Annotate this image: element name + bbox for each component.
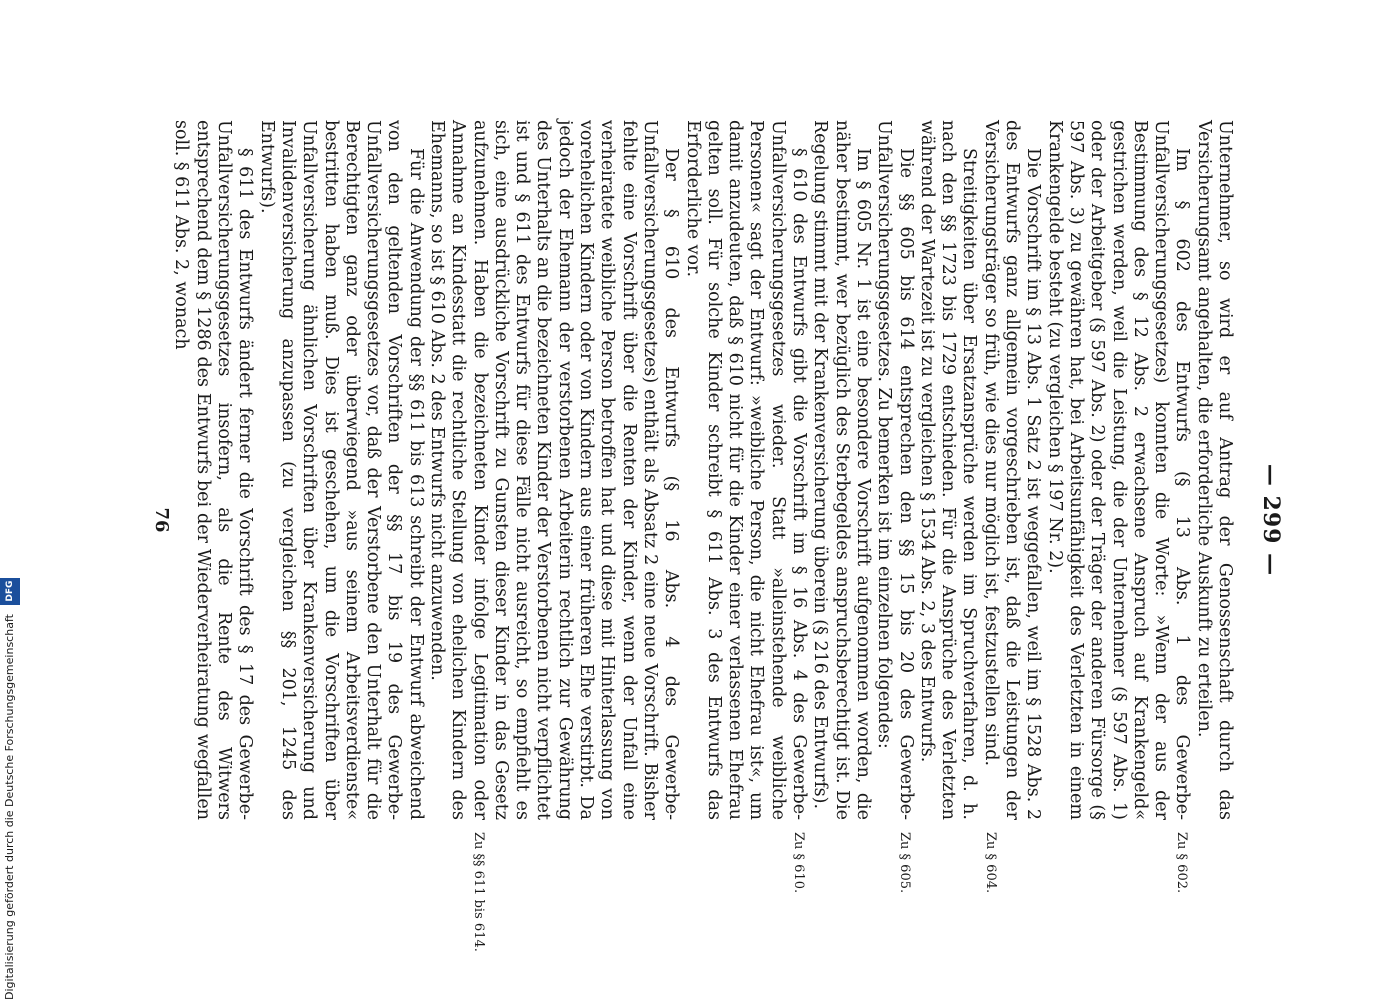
rotated-page-content <box>150 90 1290 950</box>
dfg-logo: DFG <box>0 578 20 605</box>
paragraph: Streitigkeiten über Ersatzansprüche werden im Spruchverfahren, d. h. nach den §§ 1723 bis 1729 entschieden. Für die Ansprüche des Verletzten während der Wartezeit ist zu vergleichen § 1534 Abs. 2, 3 des Entwurfs. <box>916 120 980 820</box>
margin-note: Zu § 610. <box>791 832 806 894</box>
paragraph: § 611 des Entwurfs ändert ferner die Vorschrift des § 17 des Gewerbe-Unfallversicherungsgesetzes insofern, als die Rente des Witwers entsprechend dem § 1286 des Entwurfs bei der Wiederverheiratung wegfallen soll. § 611 Abs. 2, wonach <box>171 120 256 820</box>
paragraph: Die §§ 605 bis 614 entsprechen den §§ 15 bis 20 des Gewerbe-Unfallversicherungsgesetzes. Zu bemerken ist im einzelnen folgendes: <box>874 120 916 820</box>
paragraph: Die Vorschrift im § 13 Abs. 1 Satz 2 ist weggefallen, weil im § 1528 Abs. 2 des Entwurfs ganz allgemein vorgeschrieben ist, daß die Leistungen der Versicherungsträger so früh, wie dies nur möglich ist, festzustellen sind. <box>980 120 1044 820</box>
scanned-page <box>150 90 1290 950</box>
digitization-credit <box>0 0 18 1000</box>
paragraph: § 610 des Entwurfs gibt die Vorschrift im § 16 Abs. 4 des Gewerbe-Unfallversicherungsgesetzes wieder. Statt »alleinstehende weibliche Personen« sagt der Entwurf: »weibliche Person, die nicht Ehefrau ist«, um damit anzudeuten, daß § 610 nicht für die Kinder einer verlassenen Ehefrau gelten soll. Für solche Kinder schreibt § 611 Abs. 3 des Entwurfs das Erforderliche vor. <box>682 120 810 820</box>
margin-note: Zu § 605. <box>897 832 913 894</box>
margin-note: Zu § 604. <box>982 832 998 894</box>
paragraph: Für die Anwendung der §§ 611 bis 613 schreibt der Entwurf abweichend von den geltenden Vorschriften der §§ 17 bis 19 des Gewerbe-Unfallversicherungsgesetzes vor, daß der Verstorbene den Unterhalt für die Berechtigten ganz oder überwiegend »aus seinem Arbeitsverdienste« bestritten haben muß. Dies ist geschehen, um die Vorschriften über Unfallversicherung ähnlichen Vorschriften über Krankenversicherung und Invalidenversicherung anzupassen (zu vergleichen §§ 201, 1245 des Entwurfs). <box>256 120 426 820</box>
paragraph: Im § 605 Nr. 1 ist eine besondere Vorschrift aufgenommen worden, die näher bestimmt, wer bezüglich des Sterbegeldes anspruchsberechtigt ist. Die Regelung stimmt mit der Krankenversicherung überein (§ 216 des Entwurfs). <box>810 120 873 820</box>
paragraph: Unternehmer, so wird er auf Antrag der Genossenschaft durch das Versicherungsamt angehalten, die erforderliche Auskunft zu erteilen. <box>1193 120 1235 820</box>
signature-mark: 76 <box>151 507 172 533</box>
paragraph: Der § 610 des Entwurfs (§ 16 Abs. 4 des Gewerbe-Unfallversicherungsgesetzes) enthält als Absatz 2 eine neue Vorschrift. Bisher fehlte eine Vorschrift über die Renten der Kinder, wenn der Unfall eine verheiratete weibliche Person betroffen hat und diese mit Hinterlassung von vorehelichen Kindern oder von Kindern aus einer früheren Ehe verstirbt. Da jedoch der Ehemann der verstorbenen Arbeiterin rechtlich zur Gewährung des Unterhalts an die bezeichneten Kinder der Verstorbenen nicht verpflichtet ist und § 611 des Entwurfs für diese Fälle nicht ausreicht, so empfiehlt es sich, eine ausdrückliche Vorschrift zu Gunsten dieser Kinder in das Gesetz aufzunehmen. Haben die bezeichneten Kinder infolge Legitimation oder Annahme an Kindesstatt die rechtliche Stellung von ehelichen Kindern des Ehemanns, so ist § 610 Abs. 2 des Entwurfs nicht anzuwenden. <box>427 120 682 820</box>
paragraph: Im § 602 des Entwurfs (§ 13 Abs. 1 des Gewerbe-Unfallversicherungsgesetzes) konnten die Worte: »Wenn der aus der Bestimmung des § 12 Abs. 2 erwachsene Anspruch auf Krankengeld« gestrichen werden, weil die Leistung, die der Unternehmer (§ 597 Abs. 1) oder der Arbeitgeber (§ 597 Abs. 2) oder der Träger der anderen Fürsorge (§ 597 Abs. 3) zu gewähren hat, bei Arbeitsunfähigkeit des Verletzten in einem Krankengelde besteht (zu vergleichen § 197 Nr. 2). <box>1044 120 1193 820</box>
credit-text: Digitalisierung gefördert durch die Deutsche Forschungsgemeinschaft <box>3 614 16 1000</box>
body-text <box>170 120 1235 820</box>
page-number: — 299 — <box>1258 463 1284 577</box>
margin-note: Zu § 602. <box>1174 832 1190 894</box>
margin-note: Zu §§ 611 bis 614. <box>471 832 487 952</box>
